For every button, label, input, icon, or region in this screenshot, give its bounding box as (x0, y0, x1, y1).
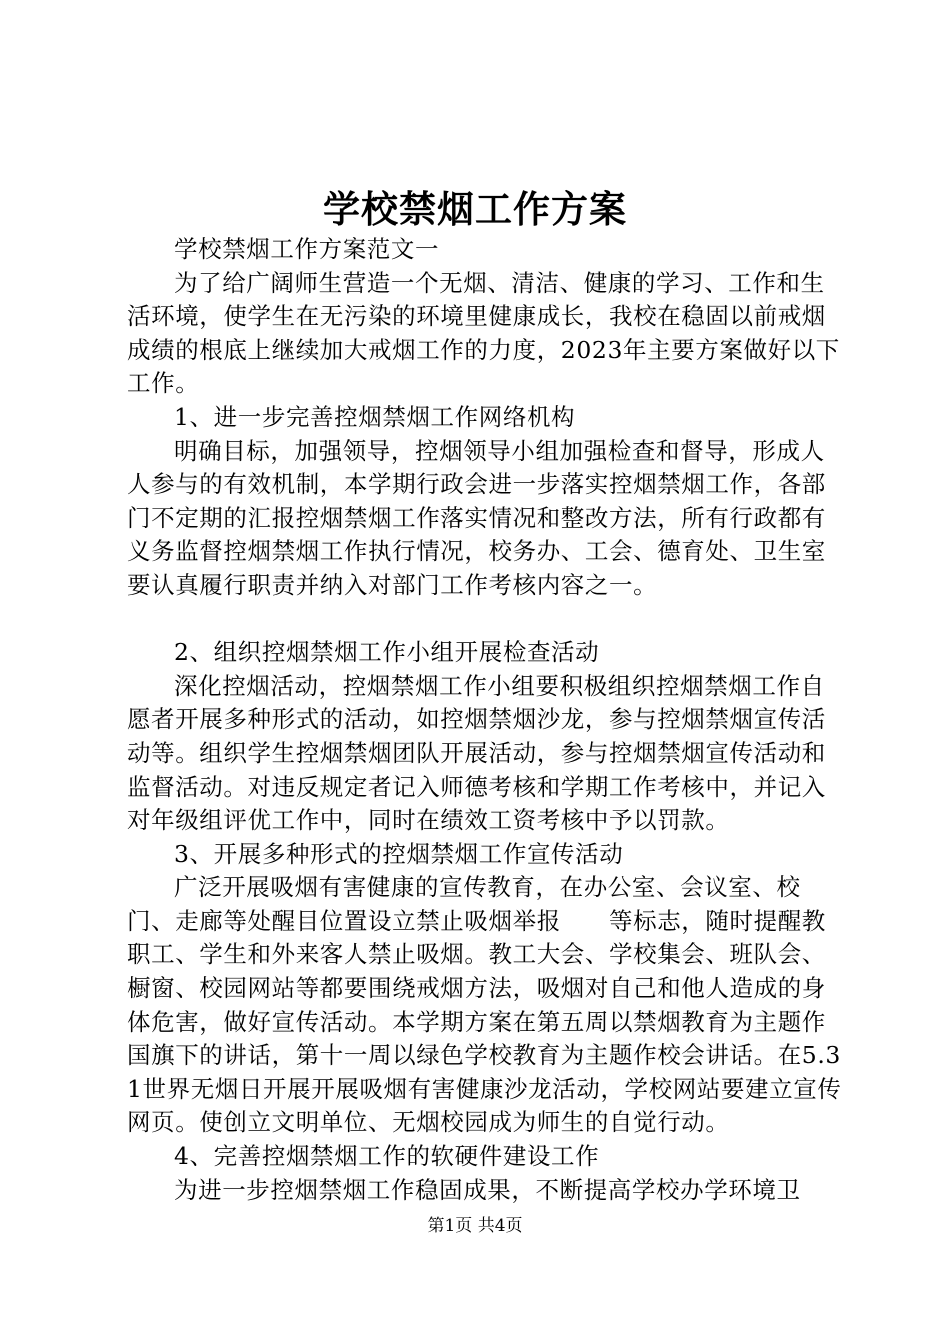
section-heading-1: 1、进一步完善控烟禁烟工作网络机构 (174, 402, 576, 431)
section-heading-2: 2、组织控烟禁烟工作小组开展检查活动 (174, 638, 600, 667)
section-paragraph-2: 深化控烟活动，控烟禁烟工作小组要积极组织控烟禁烟工作自愿者开展多种形式的活动，如控烟禁烟沙龙，参与控烟禁烟宣传活动等。组织学生控烟禁烟团队开展活动，参与控烟禁烟宣传活动和监督活动。对违反规定者记入师德考核和学期工作考核中，并记入对年级组评优工作中，同时在绩效工资考核中予以罚款。 (127, 671, 826, 835)
section-paragraph-3: 广泛开展吸烟有害健康的宣传教育，在办公室、会议室、校门、走廊等处醒目位置设立禁止吸烟举报 等标志，随时提醒教职工、学生和外来客人禁止吸烟。教工大会、学校集会、班队会、橱窗、校园网站等都要围绕戒烟方法，吸烟对自己和他人造成的身体危害，做好宣传活动。本学期方案在第五周以禁烟教育为主题作国旗下的讲话，第十一周以绿色学校教育为主题作校会讲话。在5.31世界无烟日开展开展吸烟有害健康沙龙活动，学校网站要建立宣传网页。使创立文明单位、无烟校园成为师生的自觉行动。 (127, 873, 842, 1137)
section-paragraph-4: 为进一步控烟禁烟工作稳固成果，不断提高学校办学环境卫 (174, 1175, 801, 1204)
document-body (127, 233, 847, 1207)
section-heading-3: 3、开展多种形式的控烟禁烟工作宣传活动 (174, 839, 624, 868)
subtitle-paragraph: 学校禁烟工作方案范文一 (174, 235, 440, 263)
section-paragraph-1: 明确目标，加强领导，控烟领导小组加强检查和督导，形成人人参与的有效机制，本学期行政会进一步落实控烟禁烟工作，各部门不定期的汇报控烟禁烟工作落实情况和整改方法，所有行政都有义务监督控烟禁烟工作执行情况，校务办、工会、德育处、卫生室要认真履行职责并纳入对部门工作考核内容之一。 (127, 436, 826, 599)
section-heading-4: 4、完善控烟禁烟工作的软硬件建设工作 (174, 1142, 600, 1171)
page-number-footer: 第1页 共4页 (427, 1216, 523, 1236)
intro-paragraph: 为了给广阔师生营造一个无烟、清洁、健康的学习、工作和生活环境，使学生在无污染的环境里健康成长，我校在稳固以前戒烟成绩的根底上继续加大戒烟工作的力度，2023年主要方案做好以下工作。 (127, 268, 840, 398)
document-title: 学校禁烟工作方案 (323, 187, 627, 231)
